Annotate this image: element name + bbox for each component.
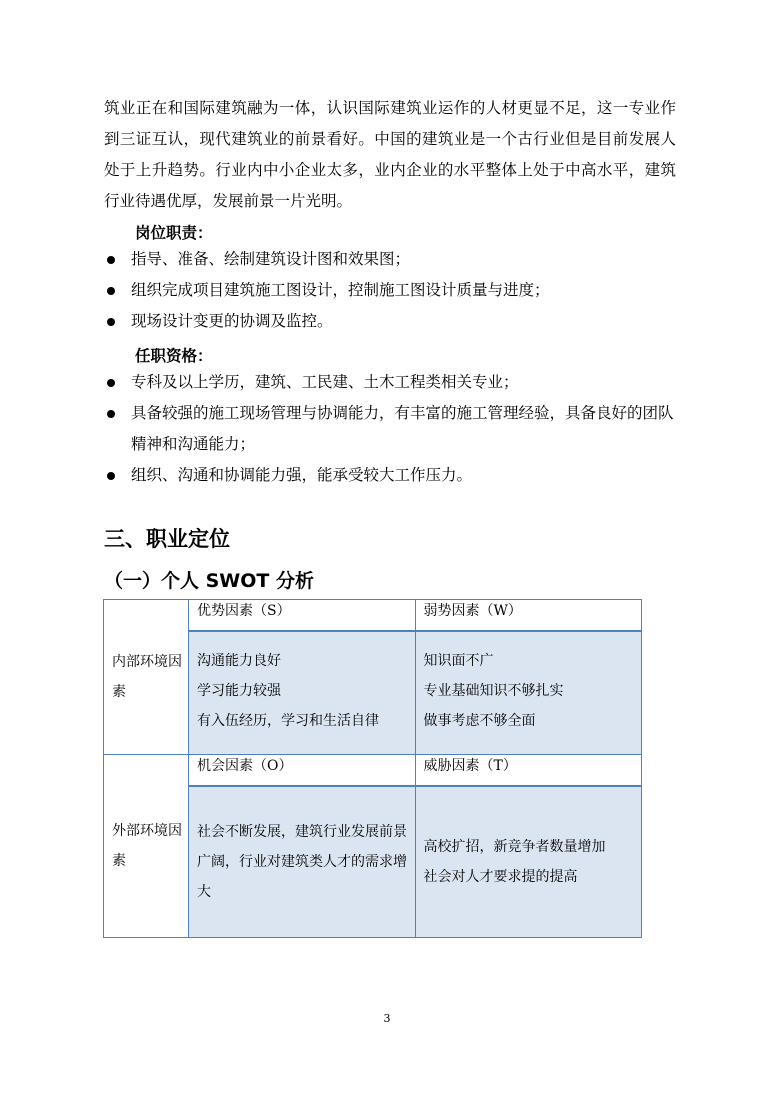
bullet-icon — [107, 379, 115, 387]
bullet-icon — [107, 256, 115, 264]
weakness-item: 知识面不广 — [423, 653, 494, 669]
threat-item: 高校扩招，新竞争者数量增加 — [423, 838, 606, 855]
strength-item: 沟通能力良好 — [197, 653, 281, 669]
weaknesses-header: 弱势因素（W） — [415, 600, 642, 632]
qualifications-list — [104, 367, 676, 491]
bullet-icon — [107, 472, 115, 480]
internal-label: 内部环境因素 — [104, 600, 189, 755]
bullet-icon — [107, 287, 115, 295]
swot-table — [103, 599, 642, 938]
opportunities-cell — [189, 786, 416, 938]
bullet-icon — [107, 318, 115, 326]
intro-paragraph: 筑业正在和国际建筑融为一体，认识国际建筑业运作的人材更显不足，这一专业作到三证互认，现代建筑业的前景看好。中国的建筑业是一个古行业但是目前发展人处于上升趋势。行业内中小企业太多，业内企业的水平整体上处于中高水平，建筑行业待遇优厚，发展前景一片光明。 — [104, 99, 676, 210]
bullet-icon — [107, 410, 115, 418]
threats-cell — [415, 786, 642, 938]
list-item: 指导、准备、绘制建筑设计图和效果图； — [104, 244, 676, 275]
duties-label: 岗位职责： — [135, 223, 213, 242]
list-item: 组织、沟通和协调能力强，能承受较大工作压力。 — [104, 460, 676, 491]
qualifications-label: 任职资格： — [135, 346, 213, 365]
threats-header: 威胁因素（T） — [415, 754, 642, 786]
list-item: 具备较强的施工现场管理与协调能力，有丰富的施工管理经验，具备良好的团队精神和沟通能力； — [104, 398, 676, 460]
strengths-header: 优势因素（S） — [189, 600, 416, 632]
strengths-cell — [189, 631, 416, 754]
opportunities-header: 机会因素（O） — [189, 754, 416, 786]
section-heading: 三、职业定位 — [104, 527, 230, 551]
external-label: 外部环境因素 — [104, 754, 189, 937]
list-item: 组织完成项目建筑施工图设计，控制施工图设计质量与进度； — [104, 275, 676, 306]
weaknesses-cell — [415, 631, 642, 754]
weakness-item: 做事考虑不够全面 — [423, 713, 536, 729]
list-item: 专科及以上学历，建筑、工民建、土木工程类相关专业； — [104, 367, 676, 398]
strength-item: 学习能力较强 — [197, 683, 281, 699]
list-item: 现场设计变更的协调及监控。 — [104, 306, 676, 337]
subsection-heading: （一）个人 SWOT 分析 — [104, 570, 314, 592]
weakness-item: 专业基础知识不够扎实 — [423, 683, 564, 699]
page-number: 3 — [383, 1012, 391, 1025]
strength-item: 有入伍经历，学习和生活自律 — [197, 713, 379, 729]
threat-item: 社会对人才要求提的提高 — [423, 868, 578, 885]
duties-list — [104, 244, 676, 337]
opportunity-text: 社会不断发展，建筑行业发展前景广阔，行业对建筑类人才的需求增大 — [197, 823, 407, 900]
